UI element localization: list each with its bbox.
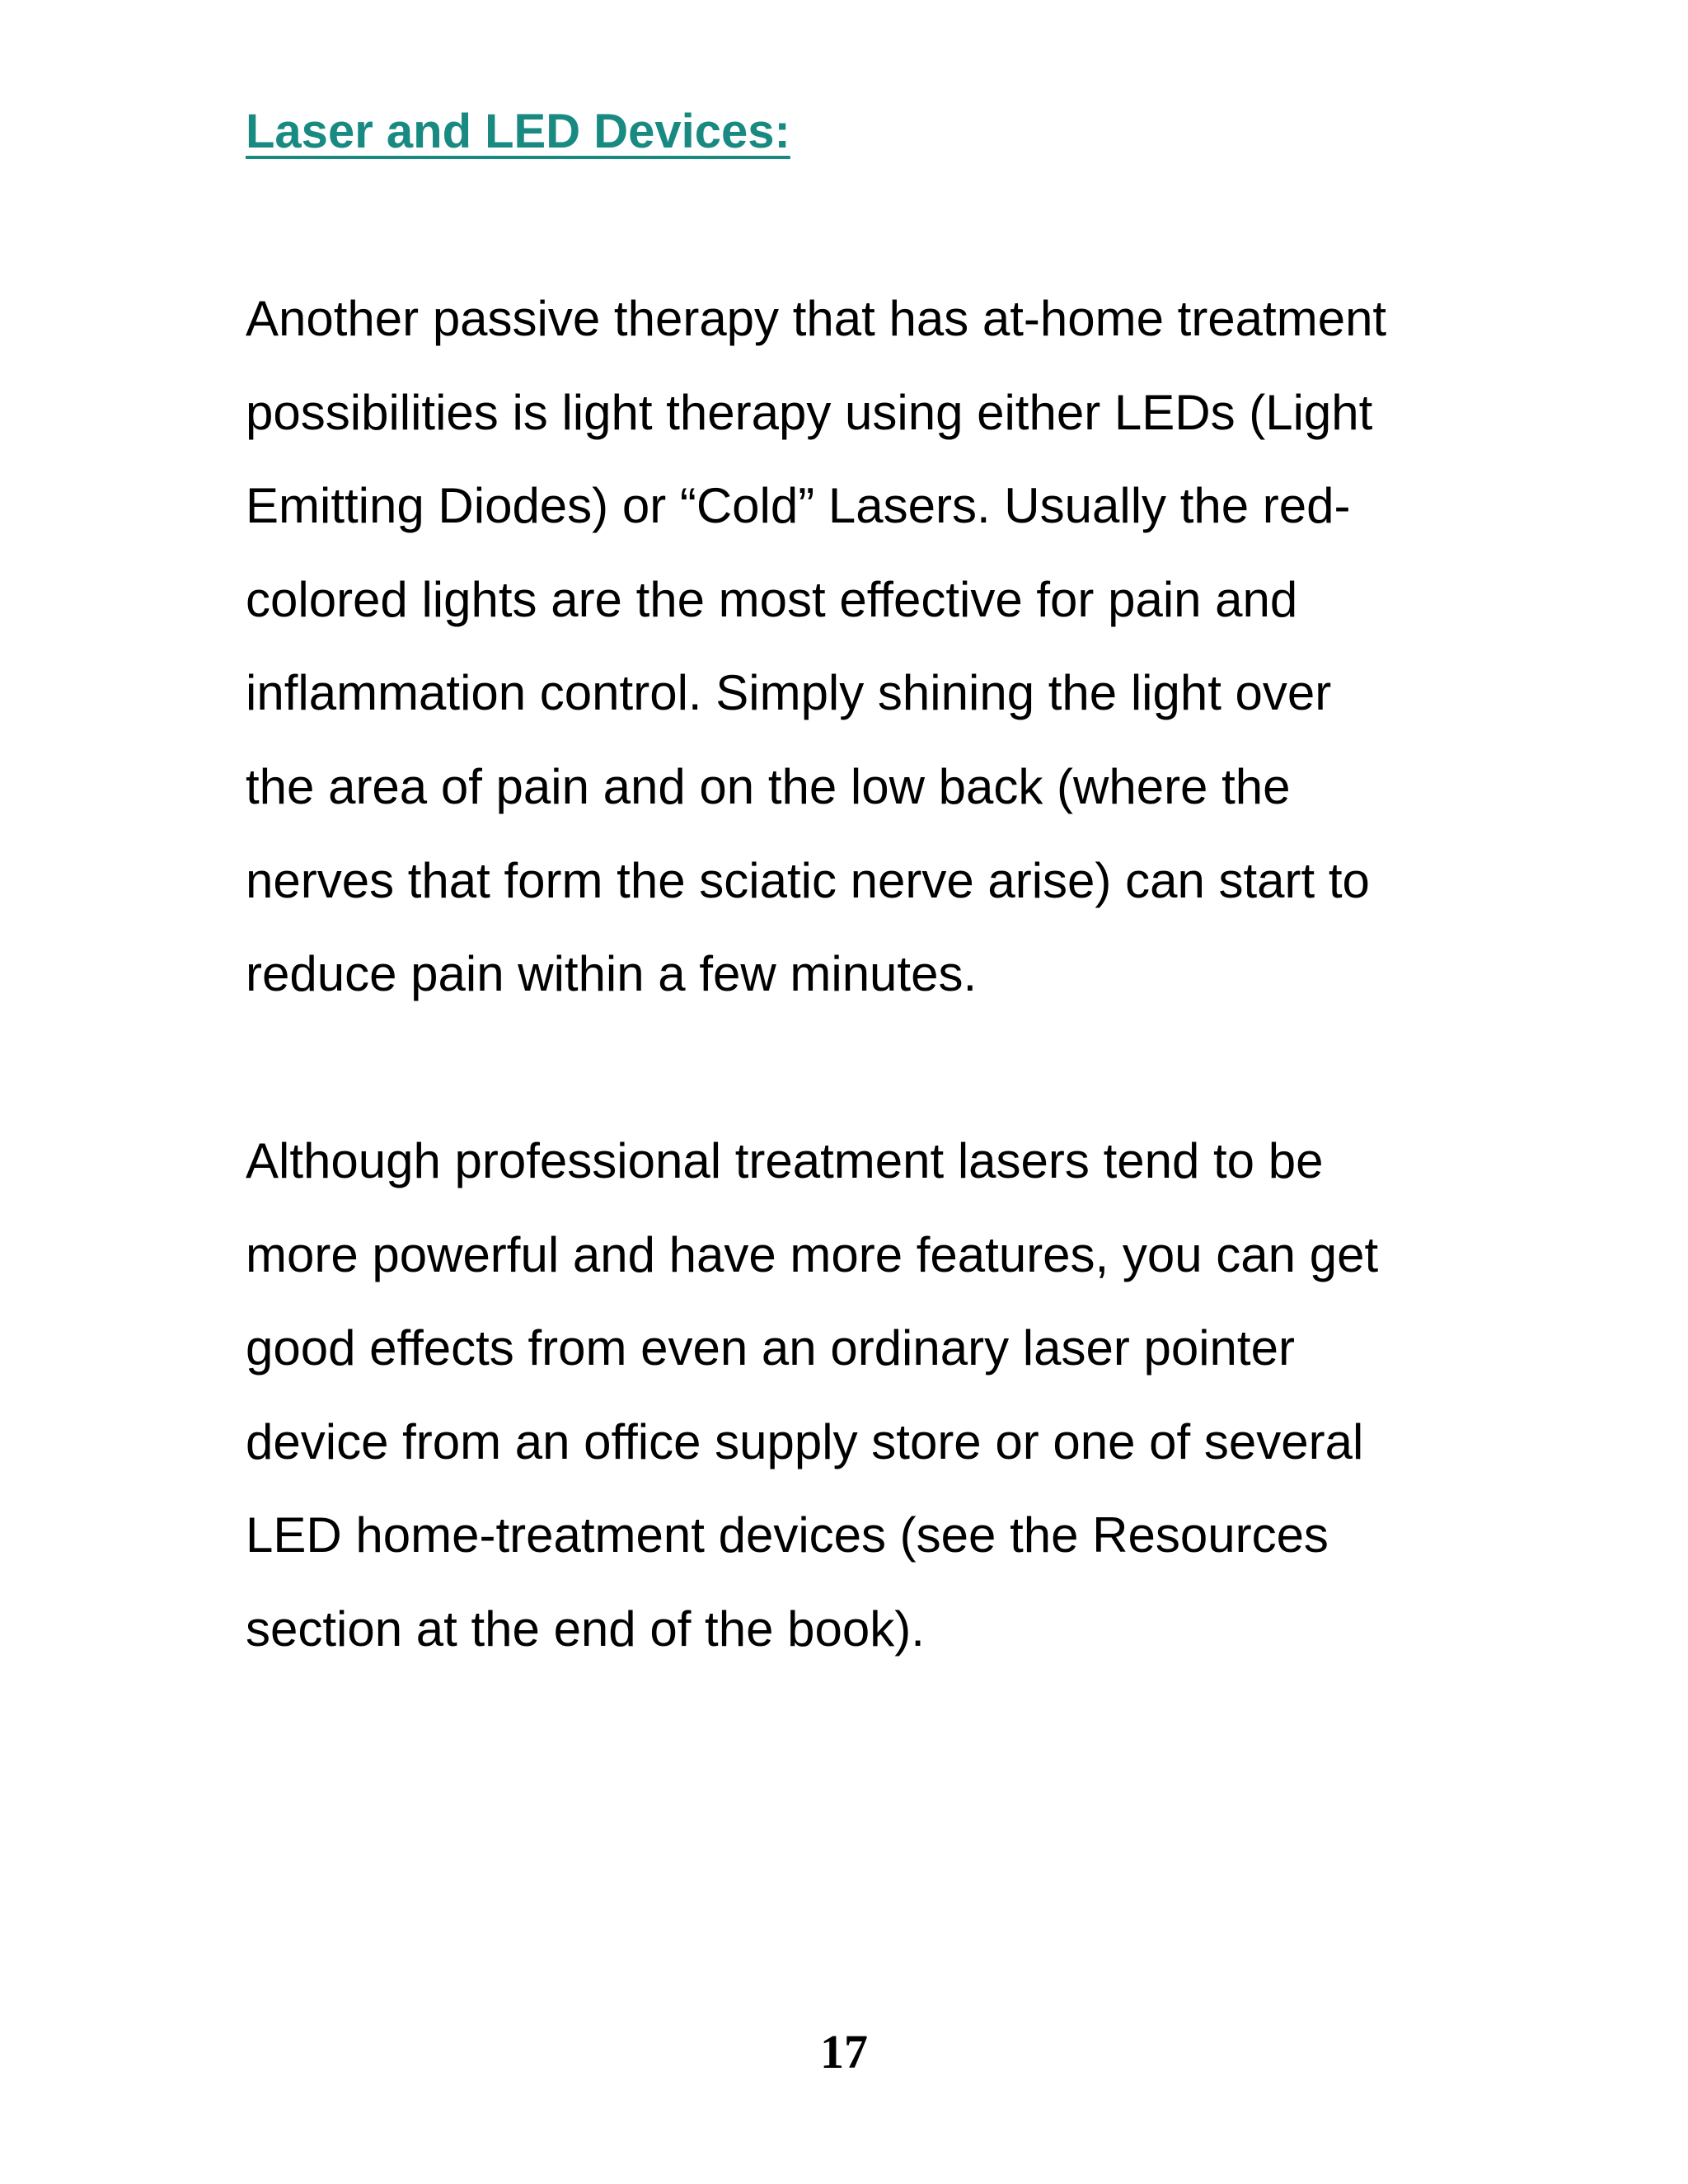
paragraph-line: reduce pain within a few minutes. — [246, 946, 978, 1002]
paragraph-line: Another passive therapy that has at-home treatment — [246, 291, 1387, 346]
paragraph-line: Although professional treatment lasers tend to be — [246, 1133, 1324, 1188]
paragraph-line: section at the end of the book). — [246, 1601, 925, 1657]
paragraph-line: colored lights are the most effective for pain and — [246, 571, 1298, 627]
section-heading: Laser and LED Devices: — [246, 105, 790, 158]
paragraph-line: more powerful and have more features, you can get — [246, 1226, 1379, 1282]
paragraph-line: good effects from even an ordinary laser pointer — [246, 1320, 1295, 1376]
paragraph-line: possibilities is light therapy using either LEDs (Light — [246, 384, 1373, 440]
paragraph-line: nerves that form the sciatic nerve arise) can start to — [246, 852, 1370, 908]
paragraph-line: LED home-treatment devices (see the Resources — [246, 1507, 1329, 1563]
paragraph-light-therapy — [246, 272, 1386, 1021]
page-number: 17 — [820, 2025, 868, 2079]
paragraph-line: device from an office supply store or one of several — [246, 1413, 1364, 1469]
paragraph-laser-devices — [246, 1114, 1378, 1676]
paragraph-line: Emitting Diodes) or “Cold” Lasers. Usually the red- — [246, 478, 1351, 534]
paragraph-line: the area of pain and on the low back (where the — [246, 758, 1291, 814]
paragraph-line: inflammation control. Simply shining the light over — [246, 665, 1332, 721]
